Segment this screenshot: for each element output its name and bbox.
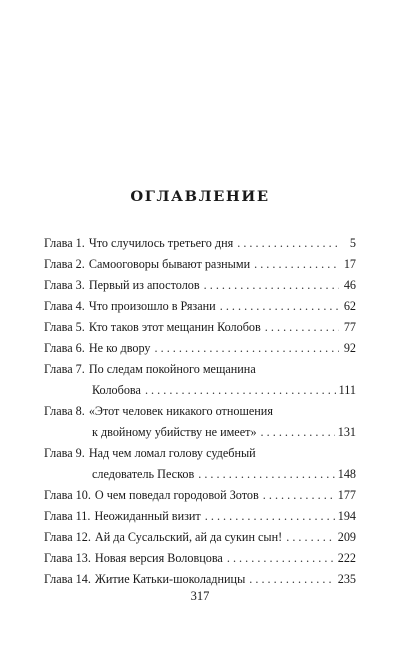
toc-entry [44,506,356,527]
chapter-number: Глава 3. [44,278,85,292]
chapter-number: Глава 9. [44,446,85,460]
toc-entry [44,527,356,548]
chapter-page-number: 46 [343,278,356,292]
dot-leader [198,464,335,485]
toc-entry [44,359,356,401]
chapter-title: «Этот человек никакого отношения [88,404,273,418]
chapter-number: Глава 7. [44,362,85,376]
dot-leader [227,548,335,569]
chapter-title: Что произошло в Рязани [88,299,216,313]
dot-leader [220,296,339,317]
toc-entry [44,443,356,485]
toc-entry [44,548,356,569]
chapter-number: Глава 12. [44,530,91,544]
chapter-title: Ай да Сусальский, ай да сукин сын! [94,530,283,544]
dot-leader [205,506,335,527]
dot-leader [249,569,334,590]
chapter-number: Глава 1. [44,236,85,250]
chapter-title: Житие Катьки-шоколадницы [94,572,246,586]
toc-entry-line [44,464,356,485]
chapter-page-number: 17 [343,257,356,271]
chapter-title: По следам покойного мещанина [88,362,256,376]
chapter-number: Глава 4. [44,299,85,313]
dot-leader [261,422,335,443]
chapter-number: Глава 13. [44,551,91,565]
dot-leader [237,233,339,254]
chapter-page-number: 194 [337,509,356,523]
toc-title: ОГЛАВЛЕНИЕ [130,189,270,205]
toc-entry-line [44,422,356,443]
chapter-title: следователь Песков [92,467,195,481]
toc-entry [44,296,356,317]
chapter-number: Глава 11. [44,509,91,523]
chapter-title: Не ко двору [88,341,151,355]
toc-entry-line [44,380,356,401]
toc-entry [44,569,356,590]
dot-leader [204,275,339,296]
chapter-page-number: 77 [343,320,356,334]
chapter-number: Глава 10. [44,488,91,502]
toc-entry [44,233,356,254]
chapter-title: к двойному убийству не имеет» [92,425,257,439]
chapter-title: Колобова [92,383,141,397]
chapter-page-number: 111 [338,383,356,397]
toc-entry [44,401,356,443]
chapter-number: Глава 5. [44,320,85,334]
chapter-page-number: 131 [337,425,356,439]
toc-entry-line [44,359,356,380]
dot-leader [155,338,339,359]
toc-entry-line [44,401,356,422]
chapter-page-number: 62 [343,299,356,313]
chapter-title: Что случилось третьего дня [88,236,234,250]
chapter-title: Самооговоры бывают разными [88,257,251,271]
chapter-number: Глава 14. [44,572,91,586]
chapter-number: Глава 6. [44,341,85,355]
chapter-title: О чем поведал городовой Зотов [94,488,259,502]
dot-leader [265,317,339,338]
dot-leader [286,527,335,548]
chapter-page-number: 5 [349,236,356,250]
chapter-title: Неожиданный визит [94,509,201,523]
chapter-number: Глава 8. [44,404,85,418]
toc-entry-line [44,443,356,464]
chapter-title: Новая версия Воловцова [94,551,223,565]
table-of-contents [44,233,356,590]
chapter-number: Глава 2. [44,257,85,271]
toc-entry [44,275,356,296]
chapter-page-number: 92 [343,341,356,355]
chapter-page-number: 235 [337,572,356,586]
page-number: 317 [190,589,210,603]
toc-entry [44,254,356,275]
toc-entry [44,317,356,338]
dot-leader [263,485,335,506]
toc-entry [44,485,356,506]
dot-leader [254,254,339,275]
chapter-page-number: 222 [337,551,356,565]
toc-entry [44,338,356,359]
chapter-page-number: 177 [337,488,356,502]
chapter-title: Кто таков этот мещанин Колобов [88,320,261,334]
chapter-page-number: 148 [337,467,356,481]
chapter-title: Первый из апостолов [88,278,200,292]
chapter-page-number: 209 [337,530,356,544]
dot-leader [145,380,336,401]
chapter-title: Над чем ломал голову судебный [88,446,256,460]
